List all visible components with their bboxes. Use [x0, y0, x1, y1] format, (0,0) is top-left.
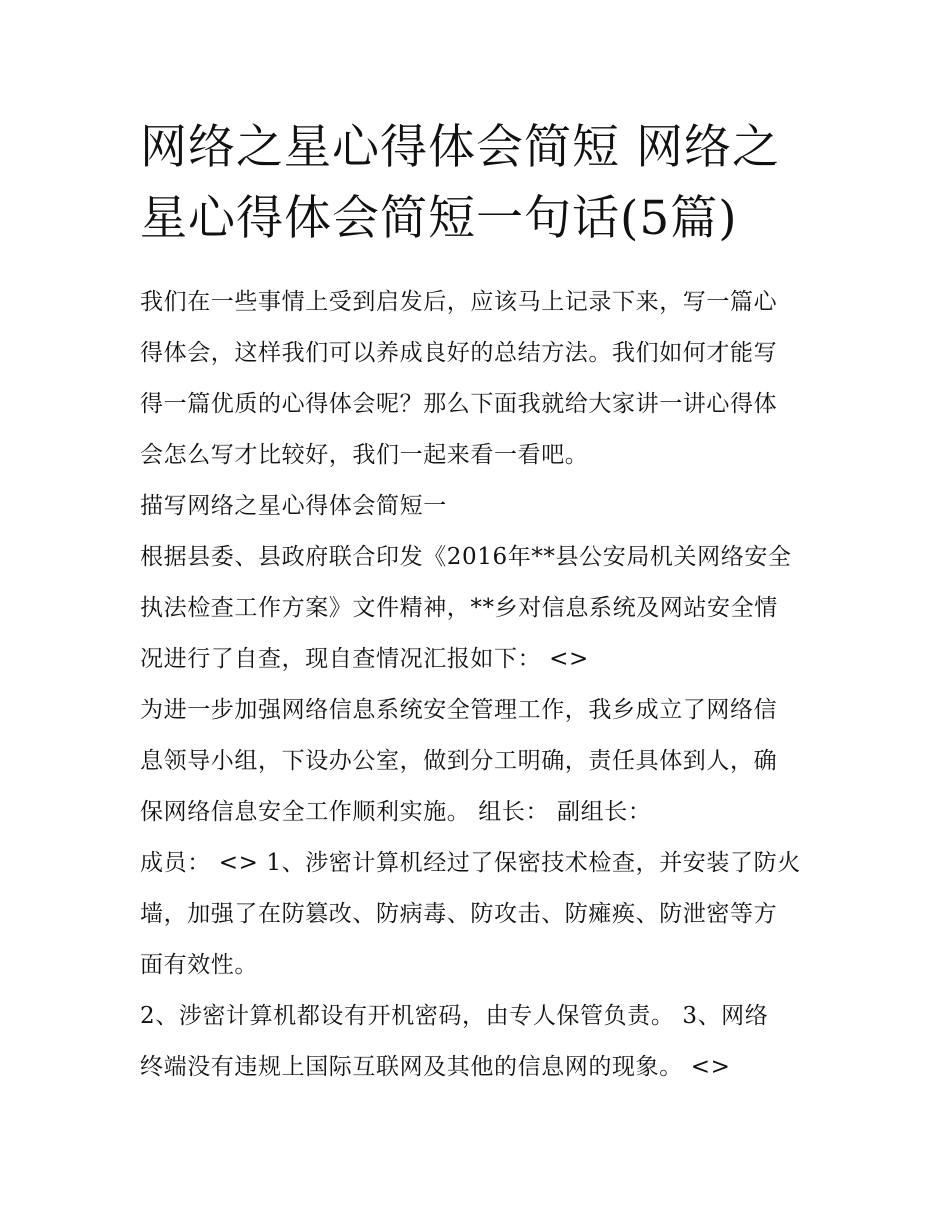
intro-paragraph	[140, 277, 820, 481]
text-line: 执法检查工作方案》文件精神，**乡对信息系统及网站安全情	[140, 595, 778, 621]
title-line-1: 网络之星心得体会简短 网络之	[140, 120, 780, 175]
text-line: 保网络信息安全工作顺利实施。 组长： 副组长：	[140, 799, 652, 825]
text-line: 根据县委、县政府联合印发《2016年**县公安局机关网络安全	[140, 544, 792, 570]
text-line: 面有效性。	[140, 952, 258, 978]
text-line: 得体会，这样我们可以养成良好的总结方法。我们如何才能写	[140, 340, 778, 366]
document-title	[140, 112, 820, 254]
text-line: 墙，加强了在防篡改、防病毒、防攻击、防瘫痪、防泄密等方	[140, 901, 778, 927]
document-body	[140, 277, 820, 1093]
text-line: 2、涉密计算机都设有开机密码，由专人保管负责。 3、网络	[140, 1003, 769, 1029]
text-line: 会怎么写才比较好，我们一起来看一看吧。	[140, 442, 589, 468]
text-line: 为进一步加强网络信息系统安全管理工作，我乡成立了网络信	[140, 697, 778, 723]
text-line: 我们在一些事情上受到启发后，应该马上记录下来，写一篇心	[140, 289, 778, 315]
text-line: 得一篇优质的心得体会呢？那么下面我就给大家讲一讲心得体	[140, 391, 778, 417]
text-line: 成员： <> 1、涉密计算机经过了保密技术检查，并安装了防火	[140, 850, 801, 876]
text-line: 息领导小组，下设办公室，做到分工明确，责任具体到人，确	[140, 748, 778, 774]
text-line: 描写网络之星心得体会简短一	[140, 493, 447, 519]
body-paragraph	[140, 838, 820, 991]
text-line: 况进行了自查，现自查情况汇报如下： <>	[140, 646, 589, 672]
section-heading	[140, 481, 820, 532]
body-paragraph	[140, 685, 820, 838]
body-paragraph	[140, 532, 820, 685]
title-line-2: 星心得体会简短一句话(5篇)	[140, 191, 738, 246]
text-line: 终端没有违规上国际互联网及其他的信息网的现象。 <>	[140, 1054, 731, 1080]
body-paragraph	[140, 991, 820, 1093]
